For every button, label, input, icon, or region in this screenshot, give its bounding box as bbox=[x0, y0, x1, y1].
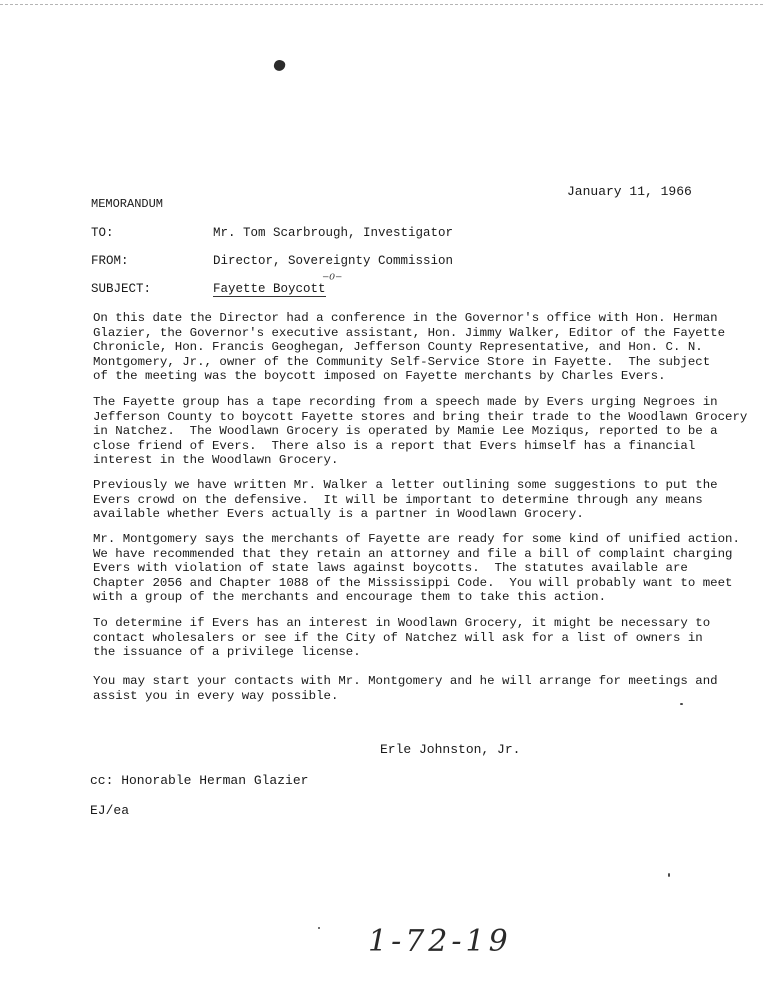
paragraph-determine-interest: To determine if Evers has an interest in Woodlawn Grocery, it might be necessary to contact wholesalers or see if the City of Natchez will ask for a list of owners in the issuance of a privilege license. bbox=[93, 616, 711, 659]
memo-date: January 11, 1966 bbox=[567, 184, 692, 199]
paragraph-contacts: You may start your contacts with Mr. Montgomery and he will arrange for meetings and assist you in every way possible. bbox=[93, 674, 718, 703]
to-label: TO: bbox=[91, 226, 114, 240]
typist-initials: EJ/ea bbox=[90, 803, 130, 818]
to-value: Mr. Tom Scarbrough, Investigator bbox=[213, 226, 454, 240]
from-label: FROM: bbox=[91, 254, 129, 268]
subject-value: Fayette Boycott bbox=[213, 282, 326, 296]
paragraph-tape-recording: The Fayette group has a tape recording from a speech made by Evers urging Negroes in Jefferson County to boycott Fayette stores and bring their trade to the Woodlawn Grocery in Natchez. The Woodlawn Grocery is operated by Mamie Lee Moziqus, reported to be a close friend of Evers. There also is a report that Evers himself has a financial interest in the Woodlawn Grocery. bbox=[93, 395, 748, 467]
speck-mark bbox=[680, 703, 683, 705]
pen-check-mark: ⁻⁰⁻ bbox=[322, 272, 343, 288]
ink-blot bbox=[272, 58, 286, 72]
signature-name: Erle Johnston, Jr. bbox=[380, 742, 521, 757]
speck-mark bbox=[318, 927, 320, 929]
paragraph-unified-action: Mr. Montgomery says the merchants of Fayette are ready for some kind of unified action. We have recommended that they retain an attorney and file a bill of complaint charging Evers with violation of state laws against boycotts. The statutes available are Chapter 2056 and Chapter 1088 of the Mississippi Code. You will probably want to meet with a group of the merchants and encourage them to take this action. bbox=[93, 532, 740, 604]
from-value: Director, Sovereignty Commission bbox=[213, 254, 454, 268]
memo-title: MEMORANDUM bbox=[91, 197, 164, 211]
subject-label: SUBJECT: bbox=[91, 282, 152, 296]
paragraph-conference: On this date the Director had a conference in the Governor's office with Hon. Herman Glazier, the Governor's executive assistant, Hon. Jimmy Walker, Editor of the Fayette Chronicle, Hon. Francis Geoghegan, Jefferson County Representative, and Hon. C. N. Montgomery, Jr., owner of the Community Self-Service Store in Fayette. The subject of the meeting was the boycott imposed on Fayette merchants by Charles Evers. bbox=[93, 311, 726, 383]
paragraph-letter: Previously we have written Mr. Walker a letter outlining some suggestions to put the Evers crowd on the defensive. It will be important to determine through any means available whether Evers actually is a partner in Woodlawn Grocery. bbox=[93, 478, 718, 521]
handwritten-file-number: 1-72-19 bbox=[368, 924, 512, 959]
page-edge-dots bbox=[0, 4, 763, 5]
speck-mark bbox=[668, 873, 670, 877]
cc-line: cc: Honorable Herman Glazier bbox=[90, 773, 309, 788]
